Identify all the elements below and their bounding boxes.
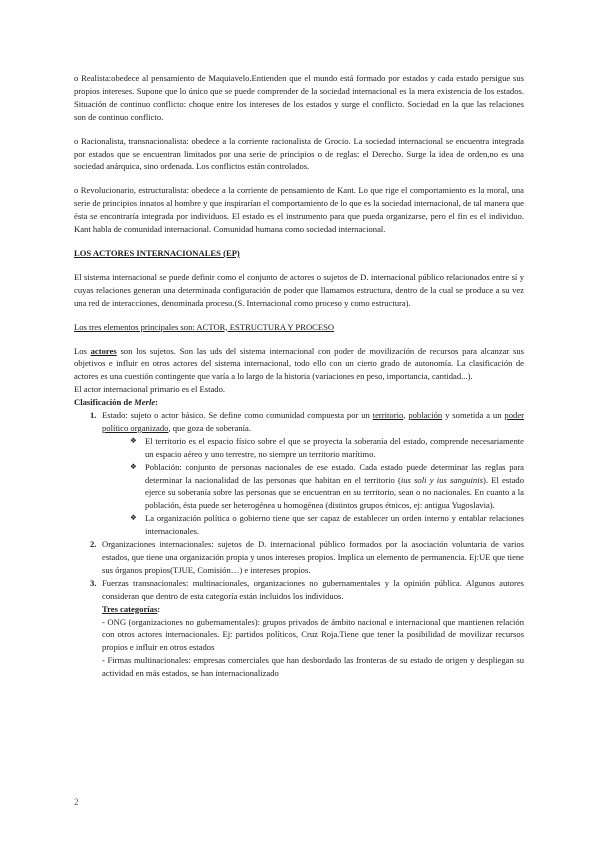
term-poblacion: población <box>408 410 443 421</box>
term-poder-politico: poder político organizado <box>102 410 524 433</box>
actores-post: son los sujetos. Son las uds del sistema internacional con poder de movilización de recursos para alcanzar sus objetivos e influir en otros actores del sistema internacional, todo ello con un cierto grado de autonomía. La clasificación de actores es una cuestión contingente que varía a lo largo de la historia (variaciones en peso, importancia, cantidad...). <box>74 345 524 382</box>
bullet-organizacion-text: La organización política o gobierno tiene que ser capaz de establecer un orden interno y entablar relaciones internacionales. <box>145 513 524 537</box>
bullet-item-organizacion <box>126 512 524 538</box>
list-item-estado <box>74 409 524 538</box>
diamond-cross-bullet-icon: ❖ <box>130 513 137 523</box>
firmas-text: - Firmas multinacionales: empresas comerciales que han desbordado las fronteras de su estado de origen y despliegan su actividad en más estados, se han internacionalizado <box>102 655 524 679</box>
tres-label: Tres categorías <box>102 603 158 614</box>
fuerzas-text: Fuerzas transnacionales: multinacionales, organizaciones no gubernamentales y la opinión pública. Algunos autores consideran que dentro de esta categoría están incluidos los individuos. <box>102 577 524 601</box>
organizaciones-text: Organizaciones internacionales: sujetos de D. internacional público formados por la asociación voluntaria de varios estados, que tiene una organización propia y unos intereses propios. Implica un elemento de permanencia. Ej:UE que tiene sus órganos propios(TJUE, Comisión…) e intereses propios. <box>102 539 524 575</box>
tres-colon: : <box>157 603 161 614</box>
term-ius-sanguinis: ius sanguinis <box>436 474 483 485</box>
actores-word: actores <box>90 345 117 356</box>
paragraph-revolucionario: o Revolucionario, estructuralista: obedece a la corriente de pensamiento de Kant. Lo que rige el comportamiento es la moral, una serie de principios innatos al hombre y que inspirarían el comportamiento de lo que es la sociedad internacional, de tal manera que ésta se encontraría integrada por individuos. El estado es el instrumento para que pueda organizarse, pero el fin es el individuo. Kant habla de comunidad internacional. Comunidad humana como sociedad internacional. <box>74 185 524 235</box>
classification-author: Merle <box>134 397 156 408</box>
classification-colon: : <box>155 397 159 408</box>
estado-comma: , <box>403 410 409 421</box>
tres-categorias-label <box>102 603 524 616</box>
estado-pre: Estado: sujeto o actor básico. Se define como comunidad compuesta por un <box>102 410 373 421</box>
list-item-fuerzas <box>74 577 524 680</box>
page-number: 2 <box>74 797 79 807</box>
list-item-organizaciones <box>74 538 524 577</box>
actores-pre: Los <box>74 345 91 356</box>
actor-classification-list <box>74 409 524 680</box>
paragraph-actores <box>74 345 524 384</box>
section-heading <box>74 247 524 260</box>
diamond-cross-bullet-icon: ❖ <box>130 461 137 471</box>
section-title: LOS ACTORES INTERNACIONALES <box>74 247 221 258</box>
classification-label: Clasificación de <box>74 397 135 408</box>
bullet-poblacion-pre: Población: conjunto de personas nacionales de ese estado. Cada estado puede determinar las reglas para determinar la nacionalidad de las personas que habitan en el territorio ( <box>145 461 524 485</box>
term-ius-soli: ius soli <box>400 474 427 485</box>
bullet-item-territorio <box>126 435 524 461</box>
page-content <box>74 72 524 680</box>
diamond-cross-bullet-icon: ❖ <box>130 435 137 445</box>
estado-post: , que goza de soberanía. <box>168 422 251 433</box>
poblacion-y: y <box>426 474 437 485</box>
estado-text <box>102 409 524 435</box>
estado-mid: y sometida a un <box>442 410 505 421</box>
ong-text: - ONG (organizaciones no gubernamentales): grupos privados de ámbito nacional e internacional que mantienen relación con otros actores internacionales. Ej: partidos políticos, Cruz Roja.Tiene que tener la posibilidad de movilizar recursos propios e influir en otros estados <box>102 616 524 653</box>
classification-heading <box>74 396 524 409</box>
bullet-territorio-text: El territorio es el espacio físico sobre el que se proyecta la soberanía del estado, comprende necesariamente un espacio aéreo y uno terrestre, no siempre un territorio marítimo. <box>145 435 524 459</box>
elements-heading: Los tres elementos principales son: ACTOR, ESTRUCTURA Y PROCESO <box>74 321 335 332</box>
section-tag: (EP) <box>223 247 240 258</box>
paragraph-definition: El sistema internacional se puede definir como el conjunto de actores o sujetos de D. internacional público relacionados entre sí y cuyas relaciones generan una determinada configuración de poder que llamamos estructura, dentro de la cual se produce a su vez una red de interacciones, denominada proceso.(S. Internacional como proceso y como estructura). <box>74 271 524 308</box>
paragraph-realista: o Realista:obedece al pensamiento de Maquiavelo.Entienden que el mundo está formado por estados y cada estado persigue sus propios intereses. Supone que lo único que se puede comprender de la sociedad internacional es la mera existencia de los estados. Situación de continuo conflicto: choque entre los intereses de los estados y surge el conflicto. Sociedad en la que las relaciones son de continuo conflicto. <box>74 73 524 122</box>
paragraph-racionalista: o Racionalista, transnacionalista: obedece a la corriente racionalista de Grocio. La sociedad internacional se encuentra integrada por estados que se encuentran limitados por una serie de principios o de reglas: el Derecho. Surge la idea de orden,no es una sociedad anárquica, sino ordenada. Los conflictos están controlados. <box>74 135 524 172</box>
list-number: 3. <box>90 577 97 588</box>
primary-actor-line: El actor internacional primario es el Estado. <box>74 384 226 395</box>
bullet-poblacion-post: ). El estado ejerce su soberanía sobre las personas que se encuentran en su territorio, sean o no nacionales. En cuanto a la población, ésta puede ser heterogénea u homogénea (distintos grupos étnicos, ej: antigua Yugoslavia). <box>145 474 524 511</box>
bullet-item-poblacion <box>126 461 524 513</box>
list-number: 2. <box>90 539 97 550</box>
estado-bullets <box>102 435 524 538</box>
term-territorio: territorio <box>372 410 404 421</box>
list-number: 1. <box>90 410 97 421</box>
